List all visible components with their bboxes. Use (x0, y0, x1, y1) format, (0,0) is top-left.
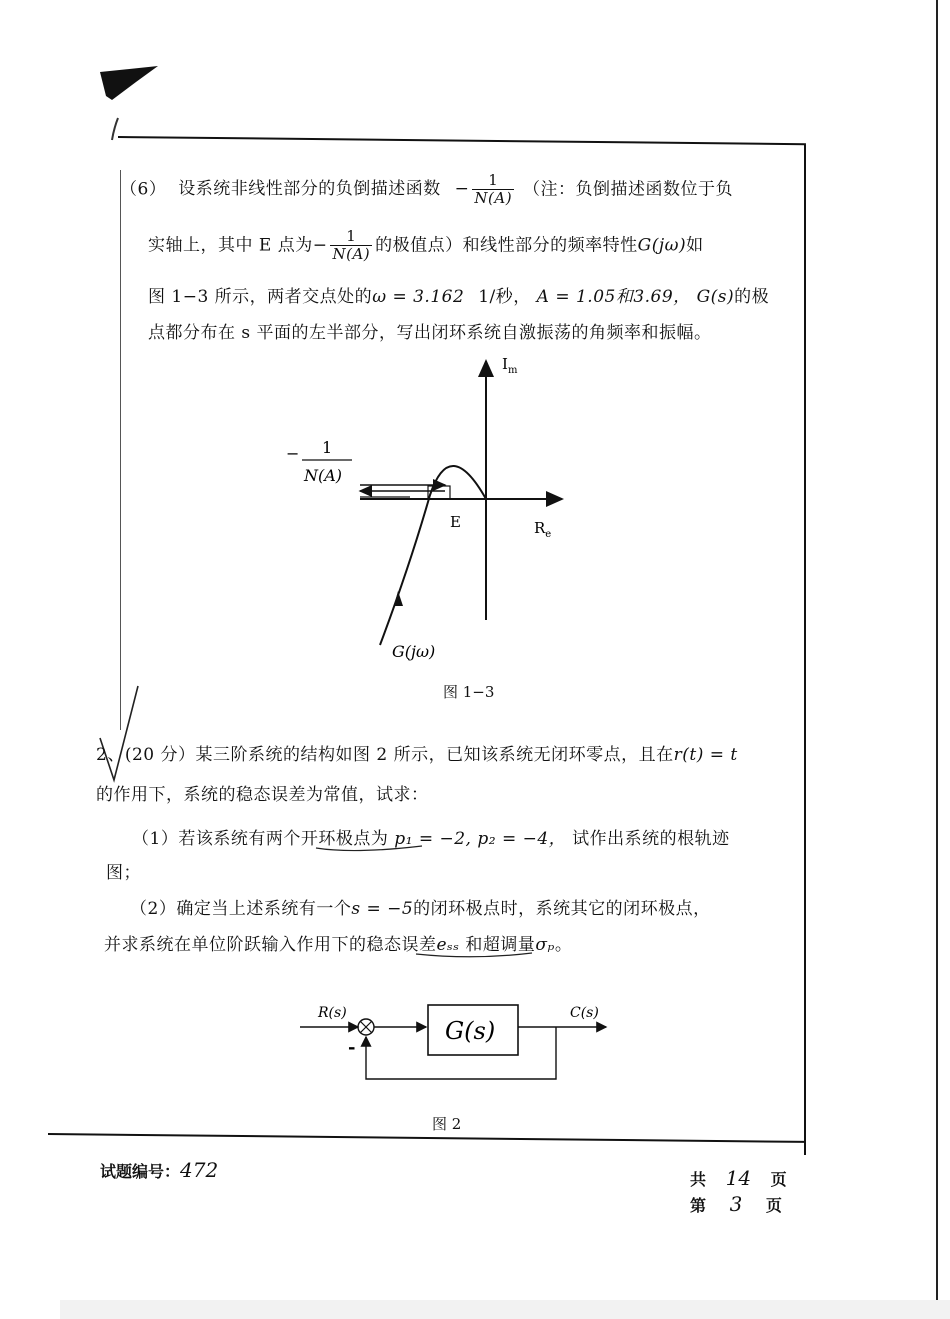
imag-axis-label: $I_m$ (502, 355, 518, 376)
q6-amplitude: A = 1.05和3.69， (536, 287, 691, 307)
scan-margin (60, 1300, 950, 1319)
q6-intro: 设系统非线性部分的负倒描述函数 (178, 179, 441, 200)
q6-line2-text: 实轴上，其中 E 点为 (148, 235, 313, 256)
q6-note: （注：负倒描述函数位于负 (522, 179, 733, 200)
q2-line2: 的作用下，系统的稳态误差为常值，试求： (96, 785, 429, 805)
input-label: R(s) (318, 1005, 347, 1021)
page-total-prefix: 共 (690, 1170, 707, 1189)
q6-number: （6） (120, 179, 167, 200)
q2-heading-text: 2、(20 分）某三阶系统的结构如图 2 所示，已知该系统无闭环零点，且在 (96, 745, 674, 765)
q2-steady-state-error: eₛₛ (436, 935, 460, 955)
q2-part2-text-b: 的闭环极点时，系统其它的闭环极点， (413, 899, 711, 919)
figure-2-block-diagram (290, 995, 620, 1095)
q6-frac2-sign: − (312, 235, 328, 256)
scan-edge (936, 0, 938, 1319)
underline-mark-2 (414, 948, 534, 960)
q2-pole-p1: p₁ = −2, (394, 829, 472, 849)
q6-frac-sign: − (454, 179, 470, 200)
q2-part1-text-b: 试作出系统的根轨迹 (572, 829, 730, 849)
q2-part2-text: （2）确定当上述系统有一个 (130, 899, 352, 919)
neg-frac-sign: − (286, 444, 300, 463)
q2-heading (96, 740, 738, 765)
q6-line3-tail: 的极 (734, 287, 770, 307)
q2-part1-end: 图； (106, 863, 141, 883)
q6-line2-tail: 如 (686, 235, 704, 256)
neg-frac-num: 1 (322, 438, 333, 457)
plant-label: G(s) (445, 1017, 496, 1045)
page-total (690, 1166, 787, 1190)
page-total-suffix: 页 (770, 1170, 787, 1189)
page-number-suffix: 页 (765, 1196, 782, 1215)
q6-fraction-2: $\frac{1}{N(A)}$ (332, 227, 371, 264)
q2-pole-p2: p₂ = −4， (477, 829, 567, 849)
exam-code-value: 472 (180, 1158, 219, 1182)
q2-part2 (130, 894, 711, 919)
g-jw-arrow (394, 591, 403, 606)
page-total-count: 14 (725, 1166, 752, 1190)
q6-unit: 1/秒， (478, 287, 531, 307)
real-axis-label: $R_e$ (534, 519, 552, 540)
feedback-minus-sign: - (348, 1037, 356, 1058)
underline-mark (314, 842, 424, 854)
q2-closed-loop-pole: s = −5 (351, 899, 414, 919)
q2-part1-text: （1）若该系统有两个开环极点为 (132, 829, 389, 849)
q6-gs: G(s) (696, 287, 735, 307)
q6-line3 (148, 282, 769, 307)
q2-part2-end: 。 (554, 935, 573, 955)
figure-1-3 (280, 345, 600, 700)
q6-line2-text-b: 的极值点）和线性部分的频率特性 (375, 235, 638, 256)
q6-line3-text: 图 1−3 所示，两者交点处的 (148, 287, 373, 307)
q6-line4: 点都分布在 s 平面的左半部分，写出闭环系统自激振荡的角频率和振幅。 (148, 323, 712, 343)
neg-frac-den: N(A) (304, 466, 343, 485)
figure-2-caption: 图 2 (432, 1115, 462, 1133)
q6-line1 (120, 172, 733, 208)
q6-omega: ω = 3.162 (372, 287, 465, 307)
exam-code-label: 试题编号： (100, 1162, 181, 1181)
page-frame-bottom (48, 1133, 805, 1143)
page-frame-right (804, 145, 806, 1155)
check-mark-icon (86, 680, 146, 790)
page-number-prefix: 第 (690, 1196, 707, 1215)
output-label: C(s) (570, 1005, 599, 1021)
q2-overshoot: σₚ (535, 935, 555, 955)
q2-part2-text-d: 和超调量 (465, 935, 536, 955)
page-number-value: 3 (729, 1192, 743, 1216)
page-number (690, 1192, 782, 1216)
q6-line2 (148, 228, 704, 264)
page-frame-left (120, 170, 121, 730)
g-jw-curve (380, 466, 486, 645)
figure-1-3-caption: 图 1−3 (443, 683, 495, 701)
q6-gjw: G(jω) (637, 235, 687, 256)
point-e-label: E (450, 513, 461, 531)
q2-part2-text-c: 并求系统在单位阶跃输入作用下的稳态误差 (104, 935, 437, 955)
q2-input-ramp: r(t) = t (673, 745, 738, 765)
page-frame-top (118, 136, 806, 145)
q2-part1 (132, 824, 730, 849)
exam-code (100, 1158, 218, 1182)
g-jw-label: G(jω) (392, 642, 436, 661)
q6-fraction: $\frac{1}{N(A)}$ (474, 171, 513, 208)
